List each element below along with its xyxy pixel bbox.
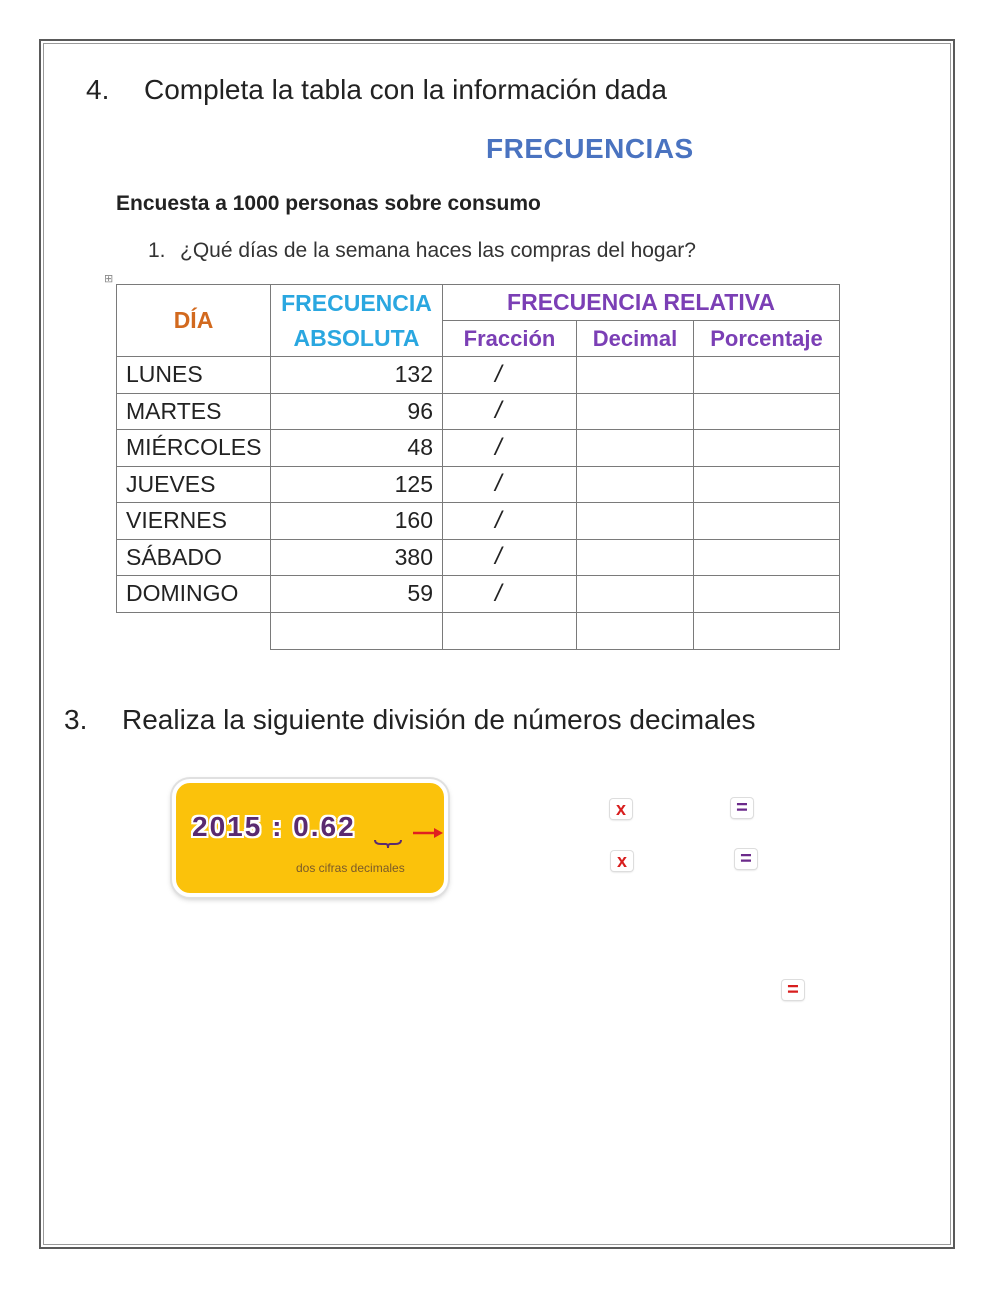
table-cell-fraction: /	[442, 393, 577, 431]
table-cell-decimal	[576, 356, 694, 394]
table-cell-decimal	[576, 539, 694, 577]
table-cell-decimal	[576, 429, 694, 467]
table-cell-absolute: 59	[270, 575, 443, 613]
header-abs-line2: ABSOLUTA	[293, 324, 420, 351]
table-cell-fraction: /	[442, 502, 577, 540]
table-cell-percent	[693, 429, 840, 467]
question-3-number: 3.	[64, 704, 88, 735]
table-cell-decimal	[576, 575, 694, 613]
table-cell-percent	[693, 393, 840, 431]
header-dia: DÍA	[116, 284, 271, 357]
table-cell-percent	[693, 502, 840, 540]
table-cell-percent	[693, 356, 840, 394]
header-decimal: Decimal	[576, 320, 694, 357]
sub-question-text: ¿Qué días de la semana haces las compras del hogar?	[180, 239, 696, 262]
question-3	[64, 704, 755, 736]
table-cell-decimal	[576, 393, 694, 431]
header-porcentaje: Porcentaje	[693, 320, 840, 357]
header-frecuencia-relativa: FRECUENCIA RELATIVA	[442, 284, 840, 321]
table-cell-total-percent	[693, 612, 840, 651]
question-4-number: 4.	[86, 74, 110, 105]
question-4	[86, 74, 667, 106]
division-example-box	[172, 779, 448, 897]
table-cell-absolute: 160	[270, 502, 443, 540]
survey-title: Encuesta a 1000 personas sobre consumo	[116, 192, 541, 215]
table-cell-absolute: 380	[270, 539, 443, 577]
table-cell-absolute: 132	[270, 356, 443, 394]
division-caption: dos cifras decimales	[296, 861, 405, 875]
table-cell-day: MARTES	[116, 393, 271, 431]
table-cell-fraction: /	[442, 429, 577, 467]
question-3-text: Realiza la siguiente división de números decimales	[122, 704, 756, 735]
question-4-text: Completa la tabla con la información dada	[144, 74, 667, 105]
table-cell-total-absolute	[270, 612, 443, 651]
times-icon: x	[611, 851, 633, 871]
table-cell-decimal	[576, 502, 694, 540]
table-cell-day: VIERNES	[116, 502, 271, 540]
equals-icon: =	[782, 980, 804, 1000]
table-cell-day: JUEVES	[116, 466, 271, 504]
table-anchor-icon: ⊞	[104, 273, 114, 285]
header-abs-line1: FRECUENCIA	[281, 289, 432, 316]
table-cell-fraction: /	[442, 466, 577, 504]
table-cell-fraction: /	[442, 575, 577, 613]
table-cell-decimal	[576, 466, 694, 504]
header-frecuencia-absoluta	[270, 284, 443, 357]
table-cell-total-decimal	[576, 612, 694, 651]
table-cell-percent	[693, 539, 840, 577]
division-expression: 2015 : 0.62	[192, 811, 356, 842]
arrow-right-icon	[412, 827, 444, 839]
table-cell-day: LUNES	[116, 356, 271, 394]
table-cell-percent	[693, 575, 840, 613]
table-cell-percent	[693, 466, 840, 504]
table-cell-fraction: /	[442, 539, 577, 577]
header-fraccion: Fracción	[442, 320, 577, 357]
equals-icon: =	[731, 798, 753, 818]
times-icon: x	[610, 799, 632, 819]
sub-question-number: 1.	[148, 239, 166, 262]
table-cell-day: DOMINGO	[116, 575, 271, 613]
table-cell-total-fraction	[442, 612, 577, 651]
frecuencias-title: FRECUENCIAS	[486, 133, 694, 164]
table-cell-absolute: 96	[270, 393, 443, 431]
table-cell-day: MIÉRCOLES	[116, 429, 271, 467]
table-cell-day: SÁBADO	[116, 539, 271, 577]
table-cell-absolute: 48	[270, 429, 443, 467]
table-cell-fraction: /	[442, 356, 577, 394]
table-cell-absolute: 125	[270, 466, 443, 504]
equals-icon: =	[735, 849, 757, 869]
sub-question	[148, 239, 696, 263]
decimal-brace-icon	[374, 839, 402, 849]
